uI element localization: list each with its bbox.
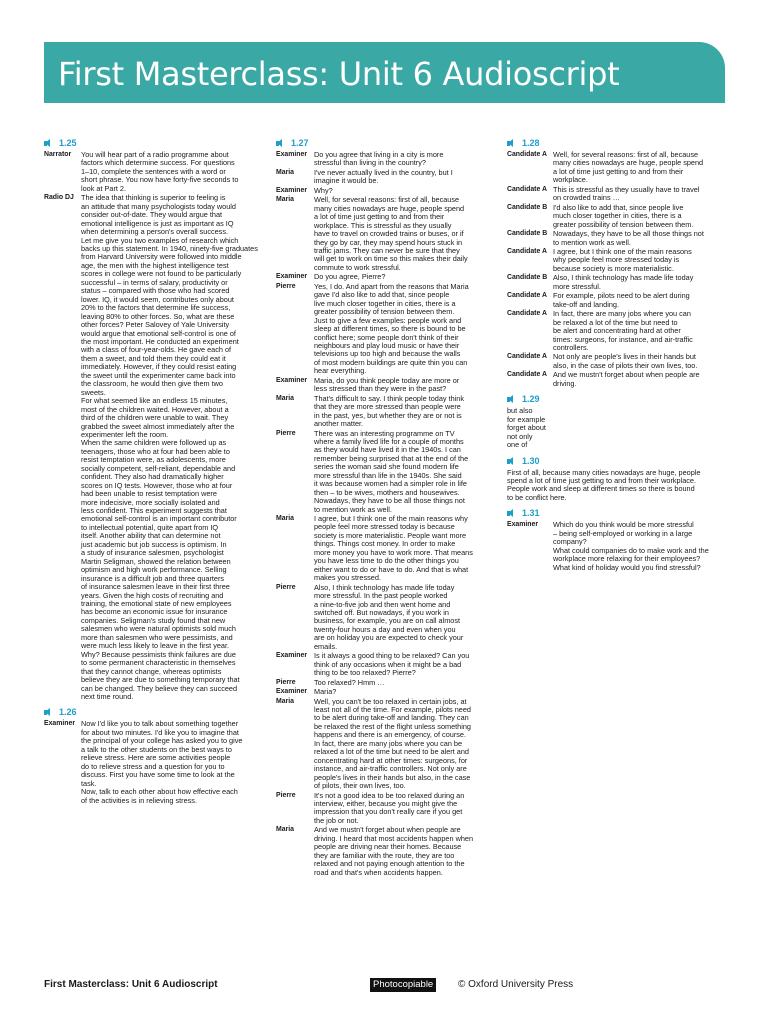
dialogue-text: Nowadays, they have to be all those things not to mention work as well. <box>553 229 704 247</box>
dialogue-line <box>507 310 727 352</box>
dialogue-text: Well, you can't be too relaxed in certain jobs, at least not all of the time. For example, pilots need to be alert during take-off and landing. They can be relaxed the rest of the flight unless something happens and there is an emergency, of course. In fact, there are many jobs where you can be relaxed a lot of the time but need to be alert and concentrating hard at other times: surgeons, for instance, and air-traffic controllers. Not only are people's lives in their hands but also, in the case of pilots, their own lives, too. <box>314 696 471 791</box>
dialogue-line <box>276 196 496 272</box>
section-number: 1.30 <box>522 455 540 466</box>
speaker-name: Candidate A <box>507 310 547 318</box>
dialogue-text: The idea that thinking is superior to feeling is an attitude that many psychologists today would consider out-of-date. They would argue that emotional intelligence is just as important as IQ when determining a person's overall success. Let me give you two examples of research which backs up this statement. In 1940, ninety-five graduates from Harvard University were followed into middle age, the men with the highest intelligence test scores in college were not found to be particularly successful – in terms of salary, productivity or status – compared with those who had scored lower. IQ, it would seem, contributes only about 20% to the factors that determine life success, leaving 80% to other forces. So, what are these other forces? Peter Salovey of Yale University would argue that emotional self-control is one of the most important. He conducted an experiment with a class of four-year-olds. He gave each of them a sweet, and told them they could eat it immediately. However, if they could resist eating the sweet until the experimenter came back into the classroom, he would then give them two sweets. For what seemed like an endless 15 minutes, most of the children waited. However, about a third of the children were unable to wait. They grabbed the sweet almost immediately after the experimenter left the room. When the same children were followed up as teenagers, those who at four had been able to resist temptation were, as adolescents, more socially competent, self-reliant, dependable and confident. They also had dramatically higher scores on IQ tests. However, those who at four had been unable to resist temptation were more indecisive, more socially isolated and less confident. This experiment suggests that emotional self-control is an important contributor to intellectual potential, quite apart from IQ itself. Another ability that can determine not just academic but job success is optimism. In a study of insurance salesmen, psychologist Martin Seligman, showed the relation between optimism and high work performance. Selling insurance is a difficult job and three quarters of insurance salesmen leave in their first three years. Given the high costs of recruiting and training, the emotional state of new employees has become an economic issue for insurance companies. Seligman's study found that new salesmen who were natural optimists sold much more than salesmen who were pessimists, and were much less likely to leave in the first year. Why? Because pessimists think failures are due to some permanent characteristic in themselves that they cannot change, whereas optimists believe they are due to something temporary that can be changed. They believe they can succeed next time round. <box>81 193 258 701</box>
dialogue-line <box>276 792 496 826</box>
dialogue-line <box>44 720 263 805</box>
dialogue-line <box>276 151 496 168</box>
section-heading <box>507 394 727 405</box>
speaker-name: Examiner <box>276 273 308 281</box>
section-text: but also for example forget about not only one of <box>507 406 546 450</box>
dialogue-text: You will hear part of a radio programme about factors which determine success. For questions 1–10, complete the sentences with a word or short phrase. You now have forty-five seconds to look at Part 2. <box>81 150 239 193</box>
dialogue-text: In fact, there are many jobs where you can be relaxed a lot of the time but need to be alert and concentrating hard at other times: surgeons, for instance, and air-traffic controllers. <box>553 309 693 352</box>
audio-section <box>276 138 496 877</box>
dialogue-line <box>507 353 727 370</box>
dialogue-text: I agree, but I think one of the main reasons why people feel more stressed today is because society is more materialistic. <box>553 246 692 273</box>
dialogue-text: Do you agree that living in a city is more stressful than living in the country? <box>314 150 444 168</box>
speaker-name: Maria <box>276 196 295 204</box>
section-number: 1.31 <box>522 508 540 519</box>
dialogue-line <box>507 204 727 229</box>
dialogue-text: Also, I think technology has made life today more stressful. In the past people worked a nine-to-five job and then went home and switched off. But nowadays, if you work in business, for example, you are on call almost twenty-four hours a day and even when you are on holiday you are expected to check your emails. <box>314 582 464 651</box>
dialogue-line <box>276 395 496 429</box>
dialogue-line <box>507 521 727 572</box>
speaker-name: Radio DJ <box>44 194 74 202</box>
audio-section <box>507 138 727 388</box>
dialogue-line <box>276 688 496 696</box>
speaker-name: Examiner <box>276 151 308 158</box>
dialogue-text: And we mustn't forget about when people are driving. I heard that most accidents happen when people are driving near their homes. Because they are familiar with the route, they are too relaxed and not paying enough attention to the road and that's when accidents happen. <box>314 825 474 877</box>
section-heading <box>507 508 727 519</box>
section-heading <box>44 707 263 718</box>
dialogue-line <box>507 292 727 309</box>
dialogue-text: Also, I think technology has made life today more stressful. <box>553 273 694 291</box>
dialogue-line <box>44 194 263 701</box>
copyright-notice: © Oxford University Press <box>458 979 574 990</box>
dialogue-line <box>276 679 496 687</box>
dialogue-text: Yes, I do. And apart from the reasons that Maria gave I'd also like to add that, since people live much closer together in cities, there is a greater possibility of tension between them. Just to give a few examples: people work and sleep at different times, so there is bound to be conflict here; some people don't think of their neighbours and play loud music or have their televisions up too high and because the walls of most modern buildings are quite thin you can hear everything. <box>314 281 469 376</box>
audio-section <box>507 456 727 503</box>
dialogue-text: That's difficult to say. I think people today think that they are more stressed than people were in the past, yes, but whether they are or not is another matter. <box>314 393 464 429</box>
speaker-name: Candidate A <box>507 185 547 193</box>
dialogue-text: Maria, do you think people today are more or less stressed than they were in the past? <box>314 375 460 394</box>
speaker-name: Examiner <box>276 376 308 384</box>
dialogue-line <box>507 230 727 247</box>
dialogue-text: Why? <box>314 185 333 195</box>
dialogue-line <box>507 274 727 291</box>
speaker-name: Candidate A <box>507 247 547 255</box>
footer-title: First Masterclass: Unit 6 Audioscript <box>44 979 218 990</box>
audio-section <box>507 508 727 572</box>
speaker-icon[interactable] <box>507 457 519 466</box>
dialogue-text: This is stressful as they usually have to travel on crowded trains … <box>553 184 700 203</box>
dialogue-text: I agree, but I think one of the main reasons why people feel more stressed today is because society is more materialistic. People want more things. Things cost money. In order to make more money you have to work more. That means you have less time to do the other things you either want to do or have to do. And that is what makes you stressed. <box>314 514 473 583</box>
speaker-name: Candidate A <box>507 353 547 361</box>
section-text: First of all, because many cities nowadays are huge, people spend a lot of time just getting to and from their workplace. People work and sleep at different times so there is bound to be conflict here. <box>507 467 701 502</box>
dialogue-line <box>507 371 727 388</box>
photocopiable-badge: Photocopiable <box>370 978 436 992</box>
speaker-name: Examiner <box>44 720 76 728</box>
dialogue-text: And we mustn't forget about when people are driving. <box>553 370 700 388</box>
dialogue-text: Too relaxed? Hmm … <box>314 677 385 687</box>
speaker-name: Narrator <box>44 151 72 158</box>
speaker-name: Pierre <box>276 429 296 437</box>
dialogue-line <box>507 248 727 273</box>
speaker-icon[interactable] <box>507 509 519 518</box>
dialogue-text: Not only are people's lives in their hands but also, in the case of pilots their own lives, too. <box>553 352 698 370</box>
dialogue-line <box>276 169 496 186</box>
dialogue-text: Well, for several reasons: first of all, because many cities nowadays are huge, people spend a lot of time just getting to and from their workplace. This is stressful as they usually have to travel on crowded trains or buses, or if they go by car, they may spend hours stuck in traffic jams. They can never be sure that they will get to work on time so this makes their daily commute to work stressful. <box>314 195 468 272</box>
dialogue-line <box>276 377 496 394</box>
speaker-name: Pierre <box>276 678 296 686</box>
dialogue-line <box>507 151 727 185</box>
dialogue-text: Do you agree, Pierre? <box>314 272 386 282</box>
dialogue-text: It's not a good idea to be too relaxed during an interview, either, because you might give the impression that you don't really care if you get the job or not. <box>314 790 465 825</box>
section-number: 1.28 <box>522 138 540 148</box>
dialogue-line <box>44 151 263 193</box>
title-banner <box>44 42 725 103</box>
dialogue-text: Well, for several reasons: first of all, because many cities nowadays are huge, people spend a lot of time just getting to and from their workplace. <box>553 150 704 185</box>
dialogue-text: For example, pilots need to be alert during take-off and landing. <box>553 291 690 309</box>
dialogue-text: There was an interesting programme on TV where a family lived life for a couple of months as they would have lived it in the 1940s. I can remember being surprised that at the end of the series the woman said she found modern life more stressful than life in the 1940s. She said it was because women had a simpler role in life then – to be wives, mothers and housewives. Nowadays, they have to be all those things not to mention work as well. <box>314 428 469 514</box>
speaker-name: Maria <box>276 515 295 523</box>
dialogue-text: Which do you think would be more stressful – being self-employed or working in a large company? What could companies do to make work and the workplace more relaxing for their employees? What kind of holiday would you find stressful? <box>553 520 709 572</box>
audio-section <box>44 138 263 701</box>
speaker-name: Pierre <box>276 583 296 591</box>
speaker-name: Candidate A <box>507 292 547 300</box>
dialogue-text: Now I'd like you to talk about something together for about two minutes. I'd like you to imagine that the principal of your college has asked you to give a talk to the other students on the best ways to relieve stress. Here are some activities people do to relieve stress and a question for you to discuss. First you have some time to look at the task. Now, talk to each other about how effective each of the activities is in relieving stress. <box>81 719 243 805</box>
speaker-name: Examiner <box>507 521 539 529</box>
speaker-icon[interactable] <box>507 395 519 404</box>
dialogue-line <box>276 826 496 877</box>
dialogue-line <box>276 652 496 677</box>
speaker-name: Examiner <box>276 688 308 696</box>
dialogue-line <box>276 584 496 652</box>
speaker-icon[interactable] <box>44 139 56 148</box>
speaker-name: Candidate A <box>507 151 547 158</box>
speaker-name: Candidate A <box>507 371 547 379</box>
speaker-name: Maria <box>276 697 295 705</box>
section-heading <box>276 138 496 149</box>
dialogue-text: Maria? <box>314 687 337 697</box>
dialogue-line <box>276 283 496 376</box>
speaker-name: Maria <box>276 168 295 176</box>
speaker-name: Pierre <box>276 791 296 799</box>
section-number: 1.29 <box>522 394 540 405</box>
audio-section <box>44 707 263 805</box>
speaker-name: Candidate B <box>507 274 548 282</box>
speaker-name: Pierre <box>276 282 296 290</box>
section-heading <box>44 138 263 149</box>
speaker-icon[interactable] <box>276 139 288 148</box>
dialogue-line <box>507 186 727 203</box>
dialogue-line <box>276 273 496 281</box>
speaker-icon[interactable] <box>507 139 519 148</box>
page-title: First Masterclass: Unit 6 Audioscript <box>58 55 620 93</box>
dialogue-text: Is it always a good thing to be relaxed? Can you think of any occasions when it might be a bad thing to be too relaxed? Pierre? <box>314 651 470 678</box>
audio-section <box>507 394 727 449</box>
dialogue-text: I'd also like to add that, since people live much closer together in cities, there is a greater possibility of tension between them. <box>553 202 694 229</box>
dialogue-text: I've never actually lived in the country, but I imagine it would be. <box>314 167 453 186</box>
dialogue-line <box>276 187 496 195</box>
speaker-name: Maria <box>276 826 295 834</box>
dialogue-line <box>276 698 496 791</box>
speaker-name: Candidate B <box>507 203 548 211</box>
speaker-name: Examiner <box>276 652 308 660</box>
speaker-name: Candidate B <box>507 230 548 238</box>
dialogue-line <box>276 515 496 583</box>
column-3 <box>507 138 727 578</box>
section-number: 1.26 <box>59 707 77 718</box>
column-2 <box>276 138 496 883</box>
dialogue-line <box>276 430 496 515</box>
section-heading <box>507 138 727 149</box>
section-number: 1.27 <box>291 138 309 148</box>
speaker-name: Examiner <box>276 186 308 194</box>
speaker-icon[interactable] <box>44 708 56 717</box>
section-number: 1.25 <box>59 138 77 148</box>
speaker-name: Maria <box>276 394 295 402</box>
column-1 <box>44 138 263 811</box>
section-heading <box>507 456 727 467</box>
